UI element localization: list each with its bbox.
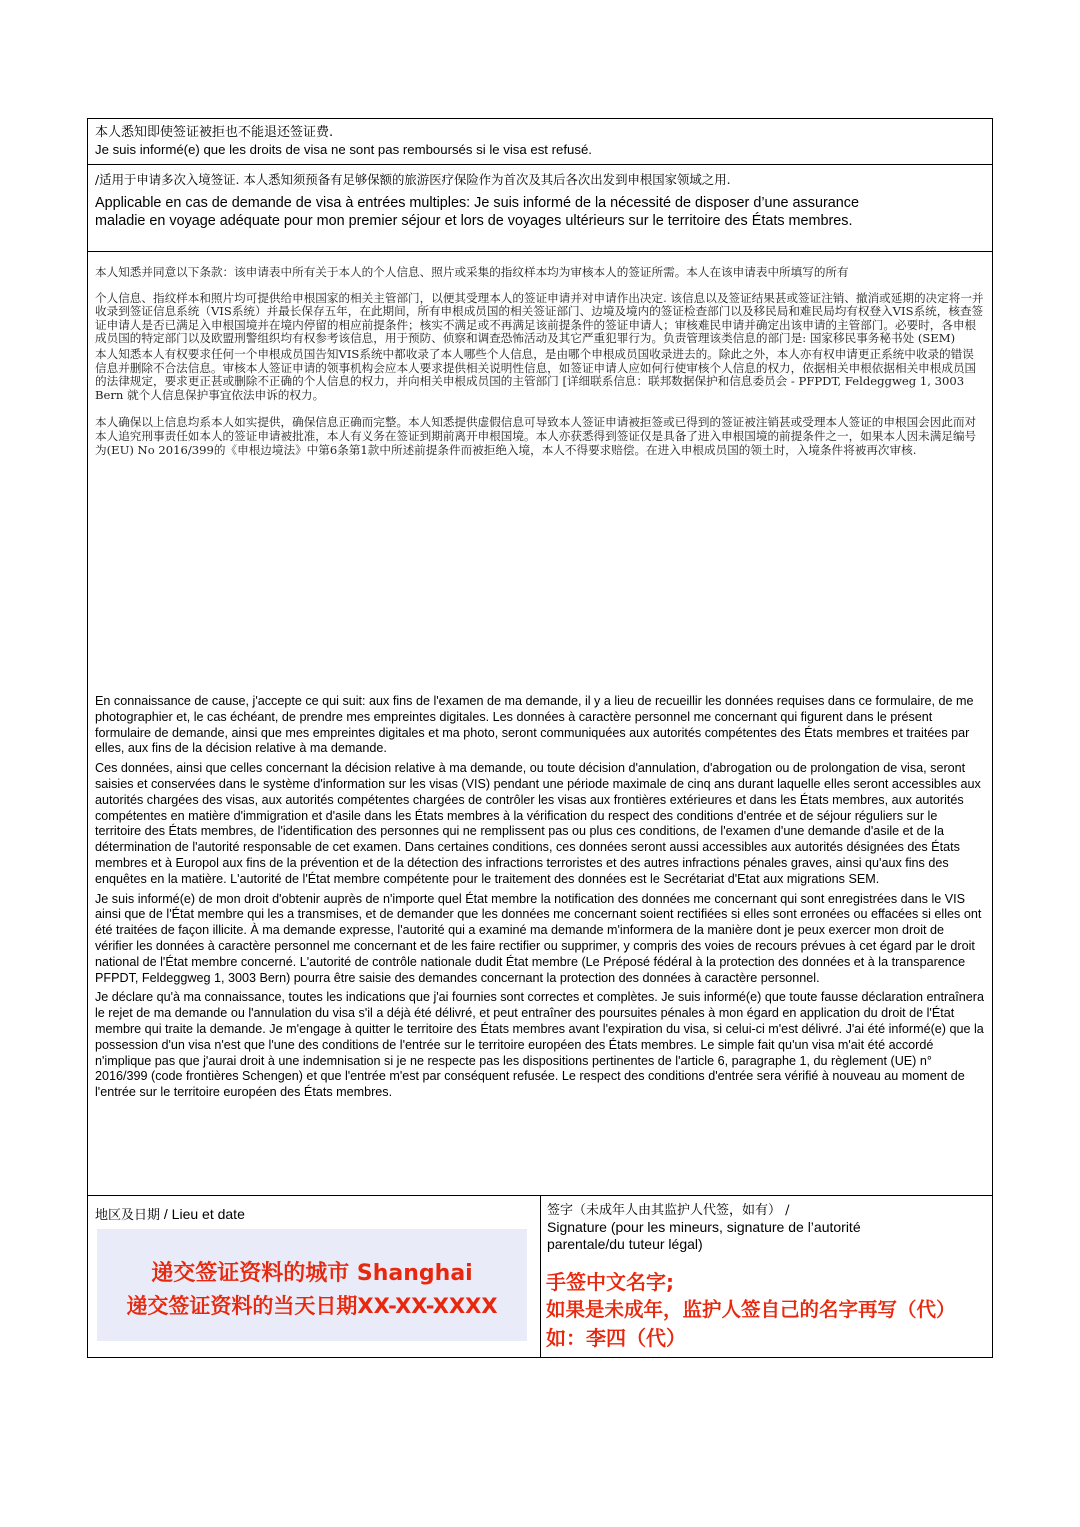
signature-hint-1: 手签中文名字;	[546, 1270, 674, 1294]
declaration-fr-1: En connaissance de cause, j'accepte ce qui suit: aux fins de l'examen de ma demande, il y a lieu de recueillir les données requises dans ce formulaire, de me photographier et, le cas échéant, de prendre mes empreintes digitales. Les données à caractère personnel me concernant qui figurent dans le présent formulaire de demande, ainsi que mes empreintes digitales et ma photo, seront communiquées aux autorités compétentes des États membres et traitées par elles, aux fins de la décision relative à ma demande.	[95, 694, 974, 756]
signature-field[interactable]	[541, 1196, 992, 1358]
visa-declaration-form	[87, 118, 993, 1358]
declaration-zh-1: 本人知悉并同意以下条款：该申请表中所有关于本人的个人信息、照片或采集的指纹样本均为审核本人的签证所需。本人在该申请表中所填写的所有	[95, 265, 849, 279]
declaration-zh-2: 个人信息、指纹样本和照片均可提供给申根国家的相关主管部门，以便其受理本人的签证申请并对申请作出决定. 该信息以及签证结果甚或签证注销、撤消或延期的决定将一并收录到签证信息系统（VIS系统）并最长保存五年，在此期间，所有申根成员国的相关签证部门、边境及境内的签证检查部门以及移民局和难民局均有权登入VIS系统，核查签证申请人是否已满足入申根国境并在境内停留的相应前提条件；核实不满足或不再满足该前提条件的签证申请人；审核难民申请并确定出该申请的主管部门。必要时，各申根成员国的特定部门以及欧盟刑警组织均有权参考该信息，用于预防、侦察和调查恐怖活动及其它严重犯罪行为。负责管理该类信息的部门是: 国家移民事务秘书处 (SEM)	[95, 290, 984, 346]
place-label-fr: / Lieu et date	[160, 1206, 245, 1222]
declaration-fr-3: Je suis informé(e) de mon droit d'obtenir auprès de n'importe quel État membre la notification des données me concernant qui sont enregistrées dans le VIS ainsi que de l'État membre qui les a transmises, et de demander que les données me concernant soient rectifiées si elles sont erronées ou effacées si elles ont été traitées de façon illicite. À ma demande expresse, l'autorité qui a examiné ma demande m'informera de la manière dont je peux exercer mon droit de vérifier les données à caractère personnel me concernant et de les faire rectifier ou supprimer, y compris des voies de recours prévues à cet égard par le droit national de l'État membre concerné. L'autorité de contrôle nationale dudit État membre (Le Préposé fédéral à la protection des données et à la transparence PFPDT, Feldeggweg 1, 3003 Bern) pourra être saisie des demandes concernant la protection des données à caractère personnel.	[95, 891, 982, 985]
declaration-fr-4: Je déclare qu'à ma connaissance, toutes les indications que j'ai fournies sont correctes et complètes. Je suis informé(e) que toute fausse déclaration entraînera le rejet de ma demande ou l'annulation du visa s'il a déjà été délivré, et peut entraîner des poursuites pénales à mon égard en application du droit de l'État membre qui traite la demande. Je m'engage à quitter le territoire des États membres avant l'expiration du visa, si celui-ci m'est délivré. J'ai été informé(e) que la possession d'un visa n'est que l'une des conditions de l'entrée sur le territoire européen des États membres. Le simple fait qu'un visa m'ait été accordé n'implique pas que j'aurai droit à une indemnisation si je ne respecte pas les dispositions pertinentes de l'article 6, paragraphe 1, du règlement (UE) n° 2016/399 (code frontières Schengen) et que l'entrée m'est par conséquent refusée. Le respect des conditions d'entrée sera vérifié à nouveau au moment de l'entrée sur le territoire européen des États membres.	[95, 990, 984, 1100]
signature-label-zh: 签字（未成年人由其监护人代签，如有） /	[547, 1203, 790, 1218]
signature-hint-2: 如果是未成年，监护人签自己的名字再写（代）	[546, 1298, 956, 1321]
place-label-zh: 地区及日期	[95, 1208, 161, 1223]
place-date-hint-box	[97, 1229, 527, 1341]
declaration-fr-2: Ces données, ainsi que celles concernant la décision relative à ma demande, ou toute décision d'annulation, d'abrogation ou de prolongation de visa, seront saisies et conservées dans le système d'information sur les visas (VIS) pendant une période maximale de cinq ans durant laquelle elles seront accessibles aux autorités chargées des visas, aux autorités compétentes chargées de contrôler les visas aux frontières extérieures et dans les États membres, aux autorités compétentes en matière d'immigration et d'asile dans les États membres à la vérification du respect des conditions d'entrée et de séjour réguliers sur le territoire des États membres, de l'identification des personnes qui ne remplissent pas ou plus ces conditions, de l'examen d'une demande d'asile et de la détermination de l'autorité responsable de cet examen. Dans certaines conditions, ces données seront aussi accessibles aux autorités désignées des États membres et à Europol aux fins de la prévention et de la détection des infractions terroristes et des autres infractions pénales graves, ainsi qu'aux fins des enquêtes en la matière. L'autorité de l'État membre compétente pour le traitement des données est le Secrétariat d'Etat aux migrations SEM.	[95, 761, 981, 886]
insurance-zh: /适用于申请多次入境签证. 本人悉知须预备有足够保额的旅游医疗保险作为首次及其后各次出发到申根国家领域之用.	[95, 172, 731, 187]
declaration-zh-4: 本人确保以上信息均系本人如实提供，确保信息正确而完整。本人知悉提供虚假信息可导致本人签证申请被拒签或已得到的签证被注销甚或受理本人签证的申根国会因此而对本人追究刑事责任如本人的签证申请被批准，本人有义务在签证到期前离开申根国境。本人亦获悉得到签证仅是具备了进入申根国境的前提条件之一，如果本人因未满足编号为(EU) No 2016/399的《申根边境法》中第6条第1款中所述前提条件而被拒绝入境，本人不得要求赔偿。在进入申根成员国的领土时，入境条件将被再次审核.	[95, 415, 977, 457]
place-and-date-field[interactable]	[88, 1196, 540, 1358]
fee-notice-row	[88, 119, 992, 165]
place-hint-city: 递交签证资料的城市 Shanghai	[151, 1261, 473, 1286]
signature-label-fr-2: parentale/du tuteur légal)	[547, 1236, 703, 1252]
fee-notice-zh: 本人悉知即使签证被拒也不能退还签证费.	[95, 125, 334, 140]
insurance-fr-1: Applicable en cas de demande de visa à entrées multiples: Je suis informé de la nécessité de disposer d’une assurance	[95, 195, 859, 211]
fee-notice-fr: Je suis informé(e) que les droits de visa ne sont pas remboursés si le visa est refusé.	[95, 142, 592, 157]
signature-label-fr-1: Signature (pour les mineurs, signature de l’autorité	[547, 1219, 861, 1235]
signature-hint-3: 如：李四（代）	[546, 1326, 686, 1350]
declaration-zh-3: 本人知悉本人有权要求任何一个申根成员国告知VIS系统中都收录了本人哪些个人信息，是由哪个申根成员国收录进去的。除此之外，本人亦有权申请更正系统中收录的错误信息并删除不合法信息。审核本人签证申请的领事机构会应本人要求提供相关说明性信息，如签证申请人应如何行使审核个人信息的权力，依据相关申根依据相关申根成员国的法律规定，要求更正甚或删除不正确的个人信息的权力，并向相关申根成员国的主管部门 [详细联系信息：联邦数据保护和信息委员会 - PFPDT, Feldeggweg 1, 3003 Bern 就个人信息保护事宜依法申诉的权力。	[95, 346, 977, 402]
place-hint-date: 递交签证资料的当天日期XX-XX-XXXX	[126, 1294, 498, 1318]
signature-row	[88, 1196, 992, 1358]
declaration-row	[88, 252, 992, 1196]
insurance-fr-2: maladie en voyage adéquate pour mon premier séjour et lors de voyages ultérieurs sur le territoire des États membres.	[95, 213, 853, 229]
insurance-row	[88, 165, 992, 252]
